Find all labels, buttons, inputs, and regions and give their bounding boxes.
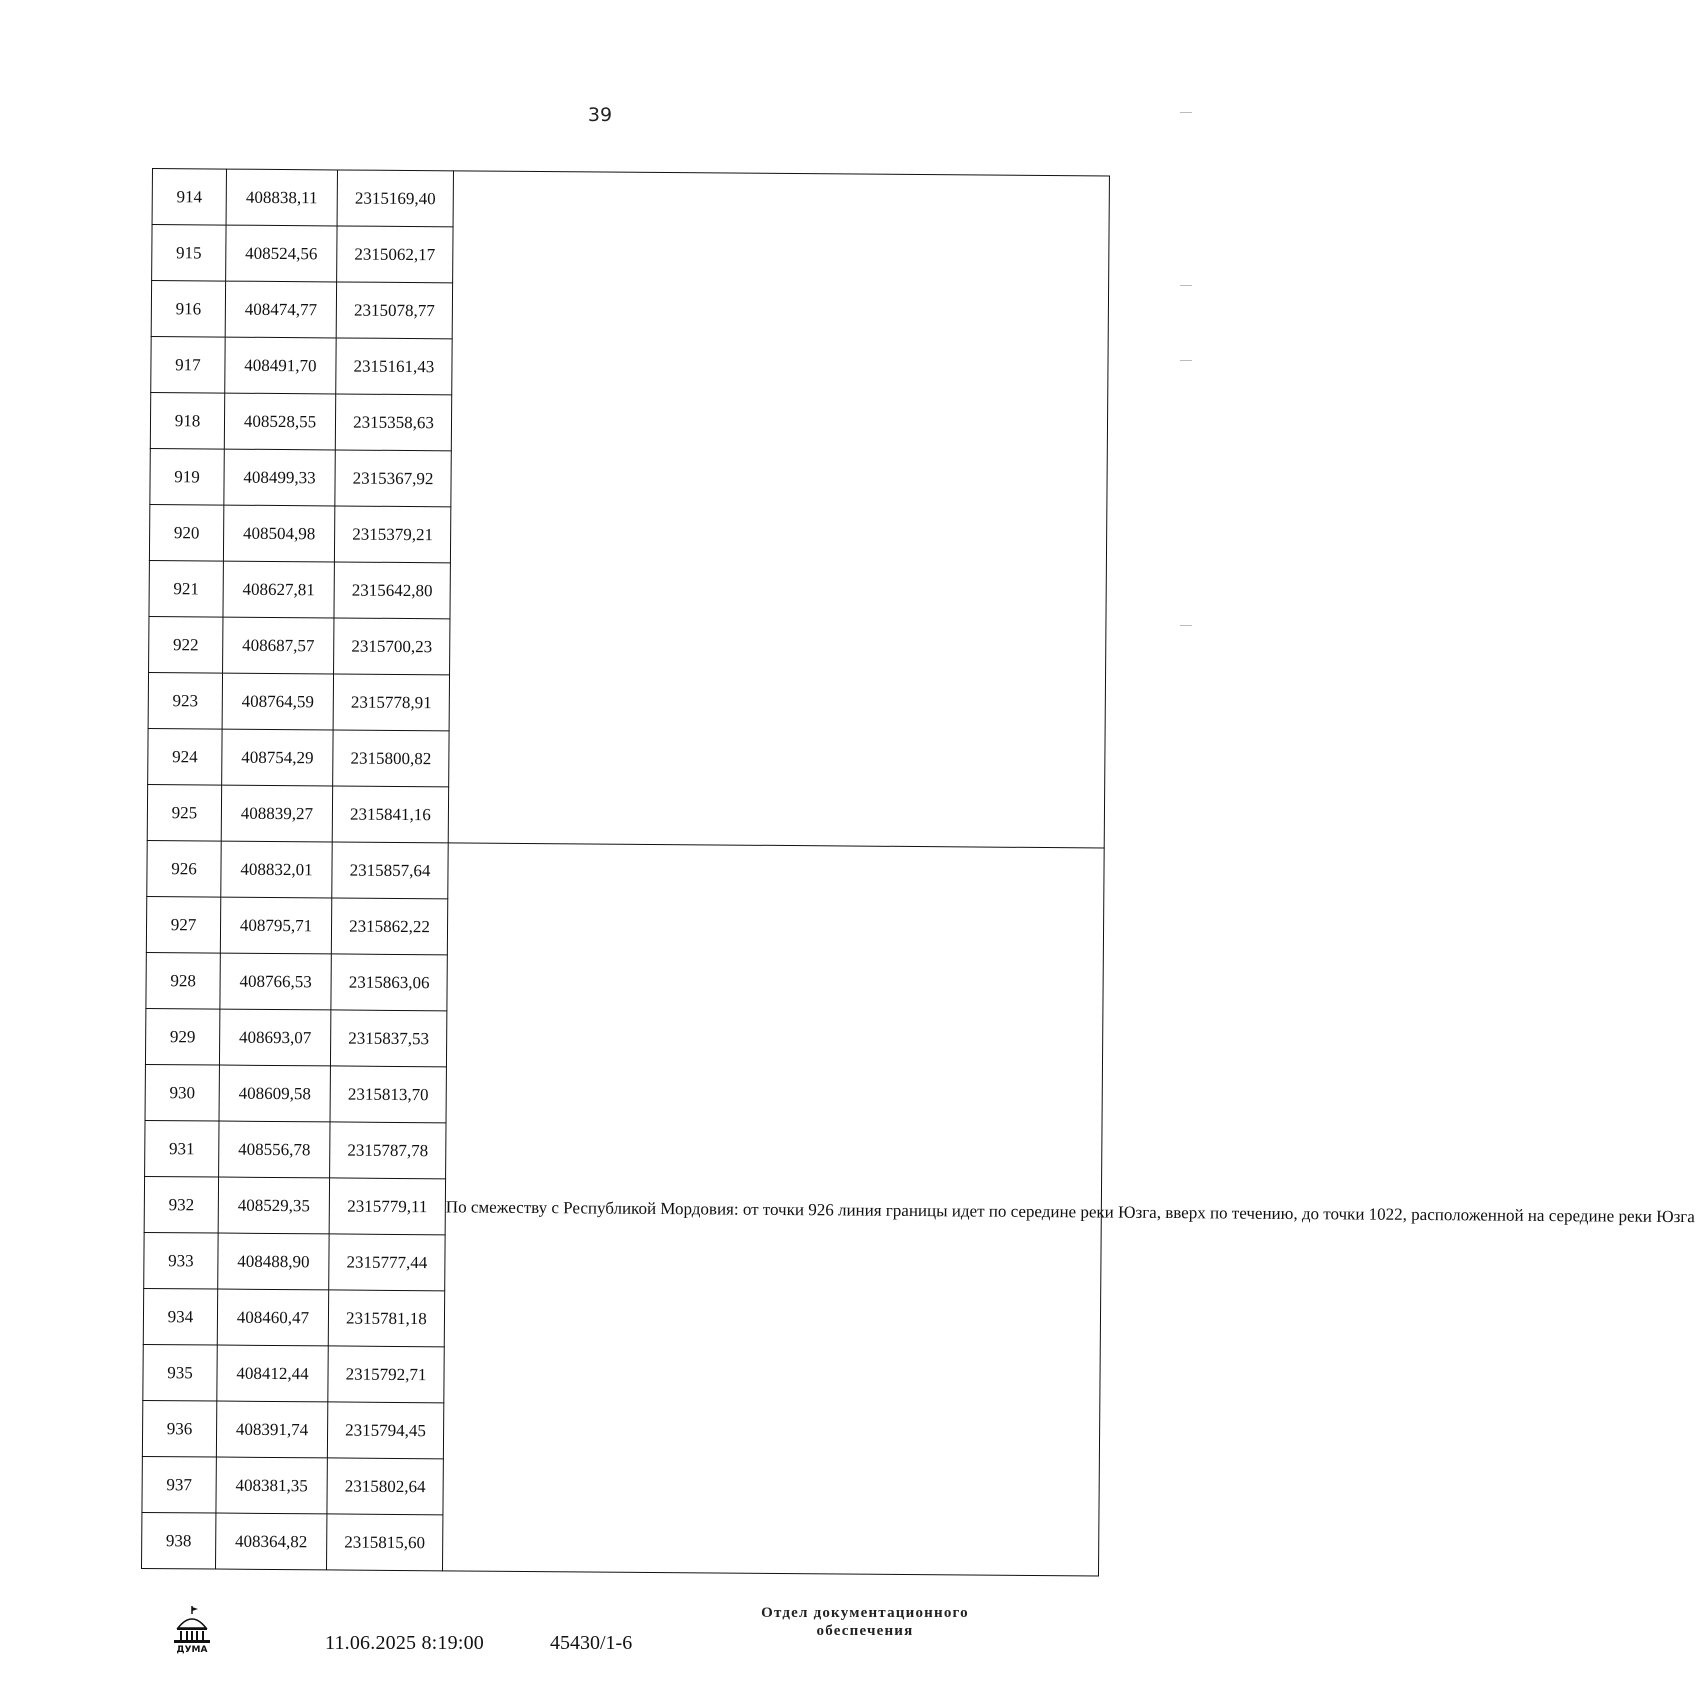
y-coordinate-cell: 2315700,23 bbox=[334, 618, 450, 675]
point-number-cell: 919 bbox=[150, 448, 224, 505]
point-number-cell: 936 bbox=[142, 1400, 216, 1457]
point-number-cell: 927 bbox=[146, 896, 220, 953]
point-number-cell: 917 bbox=[151, 336, 225, 393]
point-number-cell: 921 bbox=[149, 560, 223, 617]
point-number-cell: 922 bbox=[149, 616, 223, 673]
x-coordinate-cell: 408687,57 bbox=[223, 617, 334, 674]
point-number-cell: 930 bbox=[145, 1064, 219, 1121]
point-number-cell: 920 bbox=[149, 504, 223, 561]
point-number-cell: 926 bbox=[147, 840, 221, 897]
point-number-cell: 931 bbox=[145, 1120, 219, 1177]
department-line-2: обеспечения bbox=[816, 1623, 914, 1639]
y-coordinate-cell: 2315642,80 bbox=[334, 562, 450, 619]
x-coordinate-cell: 408693,07 bbox=[219, 1009, 330, 1066]
svg-text:ДУМА: ДУМА bbox=[176, 1645, 208, 1655]
point-number-cell: 933 bbox=[144, 1232, 218, 1289]
footer bbox=[0, 1600, 1200, 1680]
point-number-cell: 925 bbox=[147, 784, 221, 841]
y-coordinate-cell: 2315367,92 bbox=[335, 450, 451, 507]
x-coordinate-cell: 408764,59 bbox=[222, 673, 333, 730]
point-number-cell: 923 bbox=[148, 672, 222, 729]
x-coordinate-cell: 408832,01 bbox=[221, 841, 332, 898]
y-coordinate-cell: 2315078,77 bbox=[336, 282, 452, 339]
x-coordinate-cell: 408460,47 bbox=[217, 1289, 328, 1346]
point-number-cell: 937 bbox=[142, 1456, 216, 1513]
scan-mark bbox=[1180, 285, 1192, 286]
y-coordinate-cell: 2315800,82 bbox=[333, 730, 449, 787]
footer-date: 11.06.2025 8:19:00 bbox=[325, 1632, 484, 1654]
x-coordinate-cell: 408391,74 bbox=[216, 1401, 327, 1458]
point-number-cell: 935 bbox=[143, 1344, 217, 1401]
point-number-cell: 916 bbox=[151, 281, 225, 338]
x-coordinate-cell: 408766,53 bbox=[220, 953, 331, 1010]
point-number-cell: 938 bbox=[142, 1512, 216, 1569]
page-number: 39 bbox=[587, 104, 613, 126]
y-coordinate-cell: 2315779,11 bbox=[329, 1178, 445, 1235]
y-coordinate-cell: 2315857,64 bbox=[332, 842, 448, 899]
duma-logo-icon bbox=[168, 1604, 216, 1654]
point-number-cell: 934 bbox=[143, 1288, 217, 1345]
y-coordinate-cell: 2315815,60 bbox=[326, 1514, 442, 1571]
x-coordinate-cell: 408474,77 bbox=[225, 281, 336, 338]
y-coordinate-cell: 2315787,78 bbox=[330, 1122, 446, 1179]
description-cell-empty bbox=[448, 171, 1109, 848]
x-coordinate-cell: 408609,58 bbox=[219, 1065, 330, 1122]
x-coordinate-cell: 408556,78 bbox=[219, 1121, 330, 1178]
x-coordinate-cell: 408528,55 bbox=[224, 393, 335, 450]
x-coordinate-cell: 408488,90 bbox=[218, 1233, 329, 1290]
scan-mark bbox=[1180, 112, 1192, 113]
table-row bbox=[152, 169, 1109, 233]
point-number-cell: 928 bbox=[146, 952, 220, 1009]
y-coordinate-cell: 2315062,17 bbox=[337, 226, 453, 283]
x-coordinate-cell: 408412,44 bbox=[217, 1345, 328, 1402]
point-number-cell: 929 bbox=[145, 1008, 219, 1065]
x-coordinate-cell: 408839,27 bbox=[221, 785, 332, 842]
y-coordinate-cell: 2315862,22 bbox=[331, 898, 447, 955]
point-number-cell: 914 bbox=[152, 169, 226, 226]
scan-mark bbox=[1180, 625, 1192, 626]
x-coordinate-cell: 408795,71 bbox=[220, 897, 331, 954]
y-coordinate-cell: 2315841,16 bbox=[332, 786, 448, 843]
department-line-1: Отдел документационного bbox=[761, 1605, 969, 1621]
x-coordinate-cell: 408491,70 bbox=[225, 337, 336, 394]
point-number-cell: 918 bbox=[150, 392, 224, 449]
y-coordinate-cell: 2315781,18 bbox=[328, 1290, 444, 1347]
x-coordinate-cell: 408381,35 bbox=[216, 1457, 327, 1514]
y-coordinate-cell: 2315358,63 bbox=[335, 394, 451, 451]
x-coordinate-cell: 408754,29 bbox=[222, 729, 333, 786]
x-coordinate-cell: 408504,98 bbox=[223, 505, 334, 562]
x-coordinate-cell: 408364,82 bbox=[215, 1513, 326, 1570]
x-coordinate-cell: 408529,35 bbox=[218, 1177, 329, 1234]
coordinates-table-wrapper bbox=[141, 168, 1695, 1575]
y-coordinate-cell: 2315169,40 bbox=[337, 170, 453, 227]
y-coordinate-cell: 2315777,44 bbox=[329, 1234, 445, 1291]
point-number-cell: 924 bbox=[148, 728, 222, 785]
footer-department-stamp bbox=[720, 1604, 1010, 1640]
y-coordinate-cell: 2315837,53 bbox=[330, 1010, 446, 1067]
y-coordinate-cell: 2315863,06 bbox=[331, 954, 447, 1011]
x-coordinate-cell: 408627,81 bbox=[223, 561, 334, 618]
boundary-description-cell: По смежеству с Республикой Мордовия: от точки 926 линия границы идет по середине реки Юзга, вверх по течению, до точки 1022, расположенной на середине реки Юзга bbox=[442, 843, 1104, 1576]
y-coordinate-cell: 2315802,64 bbox=[327, 1458, 443, 1515]
point-number-cell: 915 bbox=[152, 225, 226, 282]
point-number-cell: 932 bbox=[144, 1176, 218, 1233]
scan-mark bbox=[1180, 360, 1192, 361]
x-coordinate-cell: 408524,56 bbox=[226, 225, 337, 282]
x-coordinate-cell: 408499,33 bbox=[224, 449, 335, 506]
footer-document-code: 45430/1-6 bbox=[550, 1632, 633, 1654]
table-row bbox=[147, 840, 1104, 904]
y-coordinate-cell: 2315379,21 bbox=[334, 506, 450, 563]
x-coordinate-cell: 408838,11 bbox=[226, 169, 337, 226]
y-coordinate-cell: 2315813,70 bbox=[330, 1066, 446, 1123]
y-coordinate-cell: 2315778,91 bbox=[333, 674, 449, 731]
y-coordinate-cell: 2315792,71 bbox=[328, 1346, 444, 1403]
y-coordinate-cell: 2315794,45 bbox=[327, 1402, 443, 1459]
y-coordinate-cell: 2315161,43 bbox=[336, 338, 452, 395]
coordinates-table bbox=[141, 168, 1695, 1576]
